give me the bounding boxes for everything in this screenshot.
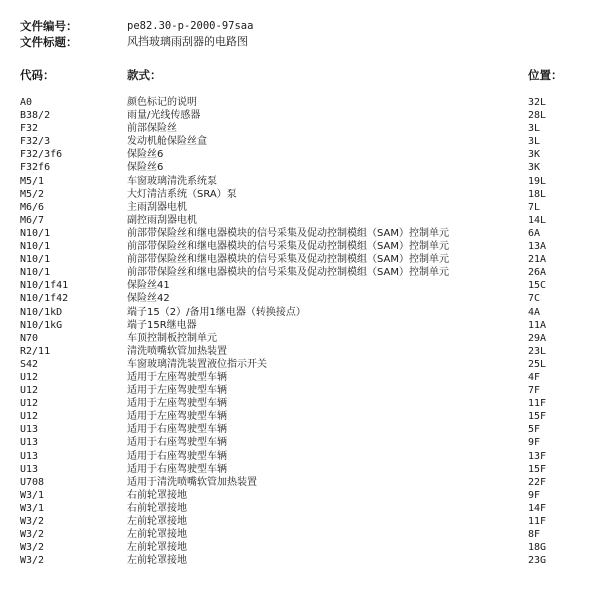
table-row <box>0 489 608 502</box>
row-name: 大灯清洁系统（SRA）泵 <box>127 188 237 200</box>
row-code: F32/3 <box>20 136 51 148</box>
row-position: 4F <box>528 371 541 383</box>
document-title-row <box>0 35 608 49</box>
row-position: 7L <box>528 201 541 213</box>
table-row <box>0 319 608 332</box>
table-row <box>0 161 608 174</box>
row-position: 6A <box>528 227 541 239</box>
table-row <box>0 188 608 201</box>
table-row <box>0 292 608 305</box>
row-code: F32/3f6 <box>20 149 63 161</box>
row-position: 26A <box>528 267 547 279</box>
row-name: 前部带保险丝和继电器模块的信号采集及促动控制模组（SAM）控制单元 <box>127 254 450 266</box>
table-row <box>0 371 608 384</box>
document-number-row <box>0 19 608 33</box>
row-name: 保险丝6 <box>127 149 164 161</box>
row-name: 前部带保险丝和继电器模块的信号采集及促动控制模组（SAM）控制单元 <box>127 241 450 253</box>
document-title-value: 风挡玻璃雨刮器的电路图 <box>127 35 248 48</box>
table-row <box>0 175 608 188</box>
table-row <box>0 96 608 109</box>
row-name: 车顶控制板控制单元 <box>127 332 217 344</box>
table-row <box>0 135 608 148</box>
column-header-position: 位置： <box>528 68 563 82</box>
row-position: 7F <box>528 385 541 397</box>
row-position: 29A <box>528 332 547 344</box>
row-name: 左前轮罩接地 <box>127 555 187 567</box>
row-name: 保险丝42 <box>127 293 170 305</box>
row-code: N10/1kG <box>20 319 63 331</box>
row-code: N10/1f42 <box>20 293 69 305</box>
row-name: 端子15（2）/备用1继电器（转换接点） <box>127 306 306 318</box>
row-name: 清洗喷嘴软管加热装置 <box>127 345 227 357</box>
table-row <box>0 240 608 253</box>
table-row <box>0 528 608 541</box>
row-position: 9F <box>528 437 541 449</box>
row-position: 13F <box>528 450 547 462</box>
row-name: 车窗玻璃清洗装置液位指示开关 <box>127 358 267 370</box>
row-position: 28L <box>528 110 547 122</box>
table-row <box>0 358 608 371</box>
row-name: 保险丝6 <box>127 162 164 174</box>
table-row <box>0 554 608 567</box>
row-position: 19L <box>528 175 547 187</box>
row-code: A0 <box>20 97 33 108</box>
table-row <box>0 423 608 436</box>
row-position: 23L <box>528 345 547 357</box>
table-row <box>0 227 608 240</box>
row-code: N10/1 <box>20 227 51 239</box>
row-position: 4A <box>528 306 541 318</box>
table-row <box>0 410 608 423</box>
row-name: 车窗玻璃清洗系统泵 <box>127 175 217 187</box>
row-code: N10/1kD <box>20 306 63 318</box>
row-code: F32 <box>20 123 39 135</box>
row-position: 9F <box>528 489 541 501</box>
component-table <box>0 96 608 567</box>
row-name: 前部保险丝 <box>127 123 177 135</box>
row-code: B38/2 <box>20 110 51 122</box>
table-row <box>0 502 608 515</box>
row-position: 15F <box>528 411 547 423</box>
table-row <box>0 332 608 345</box>
row-code: U12 <box>20 398 39 410</box>
row-code: U13 <box>20 424 39 436</box>
row-position: 3K <box>528 162 541 174</box>
row-position: 13A <box>528 241 547 253</box>
table-row <box>0 214 608 227</box>
row-name: 适用于左座驾驶型车辆 <box>127 385 227 397</box>
table-row <box>0 541 608 554</box>
row-position: 15F <box>528 463 547 475</box>
table-row <box>0 109 608 122</box>
column-header-name: 款式： <box>127 68 162 82</box>
table-row <box>0 397 608 410</box>
row-name: 适用于左座驾驶型车辆 <box>127 411 227 423</box>
row-name: 右前轮罩接地 <box>127 489 187 501</box>
row-name: 适用于左座驾驶型车辆 <box>127 398 227 410</box>
row-code: N70 <box>20 332 39 344</box>
row-position: 7C <box>528 293 541 305</box>
row-code: S42 <box>20 358 39 370</box>
row-position: 11F <box>528 398 547 410</box>
row-name: 适用于右座驾驶型车辆 <box>127 424 227 436</box>
table-row <box>0 148 608 161</box>
table-row <box>0 345 608 358</box>
row-code: W3/2 <box>20 516 45 527</box>
row-position: 22F <box>528 476 547 488</box>
row-name: 适用于清洗喷嘴软管加热装置 <box>127 476 257 488</box>
row-code: W3/1 <box>20 502 45 514</box>
row-name: 保险丝41 <box>127 280 170 292</box>
table-row <box>0 450 608 463</box>
row-code: W3/2 <box>20 542 45 554</box>
document-number-label: 文件编号： <box>20 19 78 33</box>
table-row <box>0 306 608 319</box>
row-code: U13 <box>20 437 39 449</box>
row-code: R2/11 <box>20 345 51 357</box>
row-code: N10/1 <box>20 267 51 279</box>
row-position: 11A <box>528 319 547 331</box>
row-name: 端子15R继电器 <box>127 319 197 331</box>
row-name: 左前轮罩接地 <box>127 516 187 527</box>
table-row <box>0 476 608 489</box>
row-position: 11F <box>528 516 547 527</box>
row-position: 32L <box>528 97 547 108</box>
table-row <box>0 515 608 528</box>
row-position: 5F <box>528 424 541 436</box>
row-code: U12 <box>20 385 39 397</box>
row-code: W3/2 <box>20 529 45 541</box>
row-code: M6/6 <box>20 201 45 213</box>
row-position: 18L <box>528 188 547 200</box>
row-name: 发动机舱保险丝盒 <box>127 136 207 148</box>
row-name: 前部带保险丝和继电器模块的信号采集及促动控制模组（SAM）控制单元 <box>127 267 450 279</box>
row-position: 8F <box>528 529 541 541</box>
row-code: W3/1 <box>20 489 45 501</box>
table-row <box>0 201 608 214</box>
row-code: U12 <box>20 371 39 383</box>
row-position: 3L <box>528 136 541 148</box>
row-position: 14F <box>528 502 547 514</box>
row-name: 适用于右座驾驶型车辆 <box>127 450 227 462</box>
row-position: 23G <box>528 555 547 567</box>
column-header-code: 代码： <box>20 68 55 82</box>
row-name: 左前轮罩接地 <box>127 542 187 554</box>
row-name: 前部带保险丝和继电器模块的信号采集及促动控制模组（SAM）控制单元 <box>127 227 450 239</box>
row-position: 15C <box>528 280 547 292</box>
row-name: 主雨刮器电机 <box>127 201 187 213</box>
table-row <box>0 279 608 292</box>
row-position: 18G <box>528 542 547 554</box>
document-title-label: 文件标题： <box>20 35 78 49</box>
table-row <box>0 122 608 135</box>
row-name: 颜色标记的说明 <box>127 97 197 108</box>
table-row <box>0 436 608 449</box>
table-row <box>0 463 608 476</box>
row-code: M5/2 <box>20 188 45 200</box>
row-position: 3K <box>528 149 541 161</box>
row-name: 左前轮罩接地 <box>127 529 187 541</box>
row-code: U708 <box>20 476 45 488</box>
row-code: U13 <box>20 463 39 475</box>
row-name: 适用于左座驾驶型车辆 <box>127 371 227 383</box>
row-code: N10/1f41 <box>20 280 69 292</box>
row-code: M6/7 <box>20 214 45 226</box>
table-row <box>0 384 608 397</box>
row-code: M5/1 <box>20 175 45 187</box>
table-row <box>0 266 608 279</box>
row-position: 14L <box>528 214 547 226</box>
row-code: F32f6 <box>20 162 51 174</box>
row-position: 3L <box>528 123 541 135</box>
row-name: 适用于右座驾驶型车辆 <box>127 463 227 475</box>
row-code: W3/2 <box>20 555 45 567</box>
table-row <box>0 253 608 266</box>
row-code: U13 <box>20 450 39 462</box>
row-name: 副控雨刮器电机 <box>127 214 197 226</box>
row-position: 21A <box>528 254 547 266</box>
row-code: N10/1 <box>20 254 51 266</box>
row-code: N10/1 <box>20 241 51 253</box>
row-name: 雨量/光线传感器 <box>127 110 201 122</box>
row-name: 右前轮罩接地 <box>127 502 187 514</box>
row-position: 25L <box>528 358 547 370</box>
row-code: U12 <box>20 411 39 423</box>
document-number-value: pe82.30-p-2000-97saa <box>127 20 254 32</box>
row-name: 适用于右座驾驶型车辆 <box>127 437 227 449</box>
